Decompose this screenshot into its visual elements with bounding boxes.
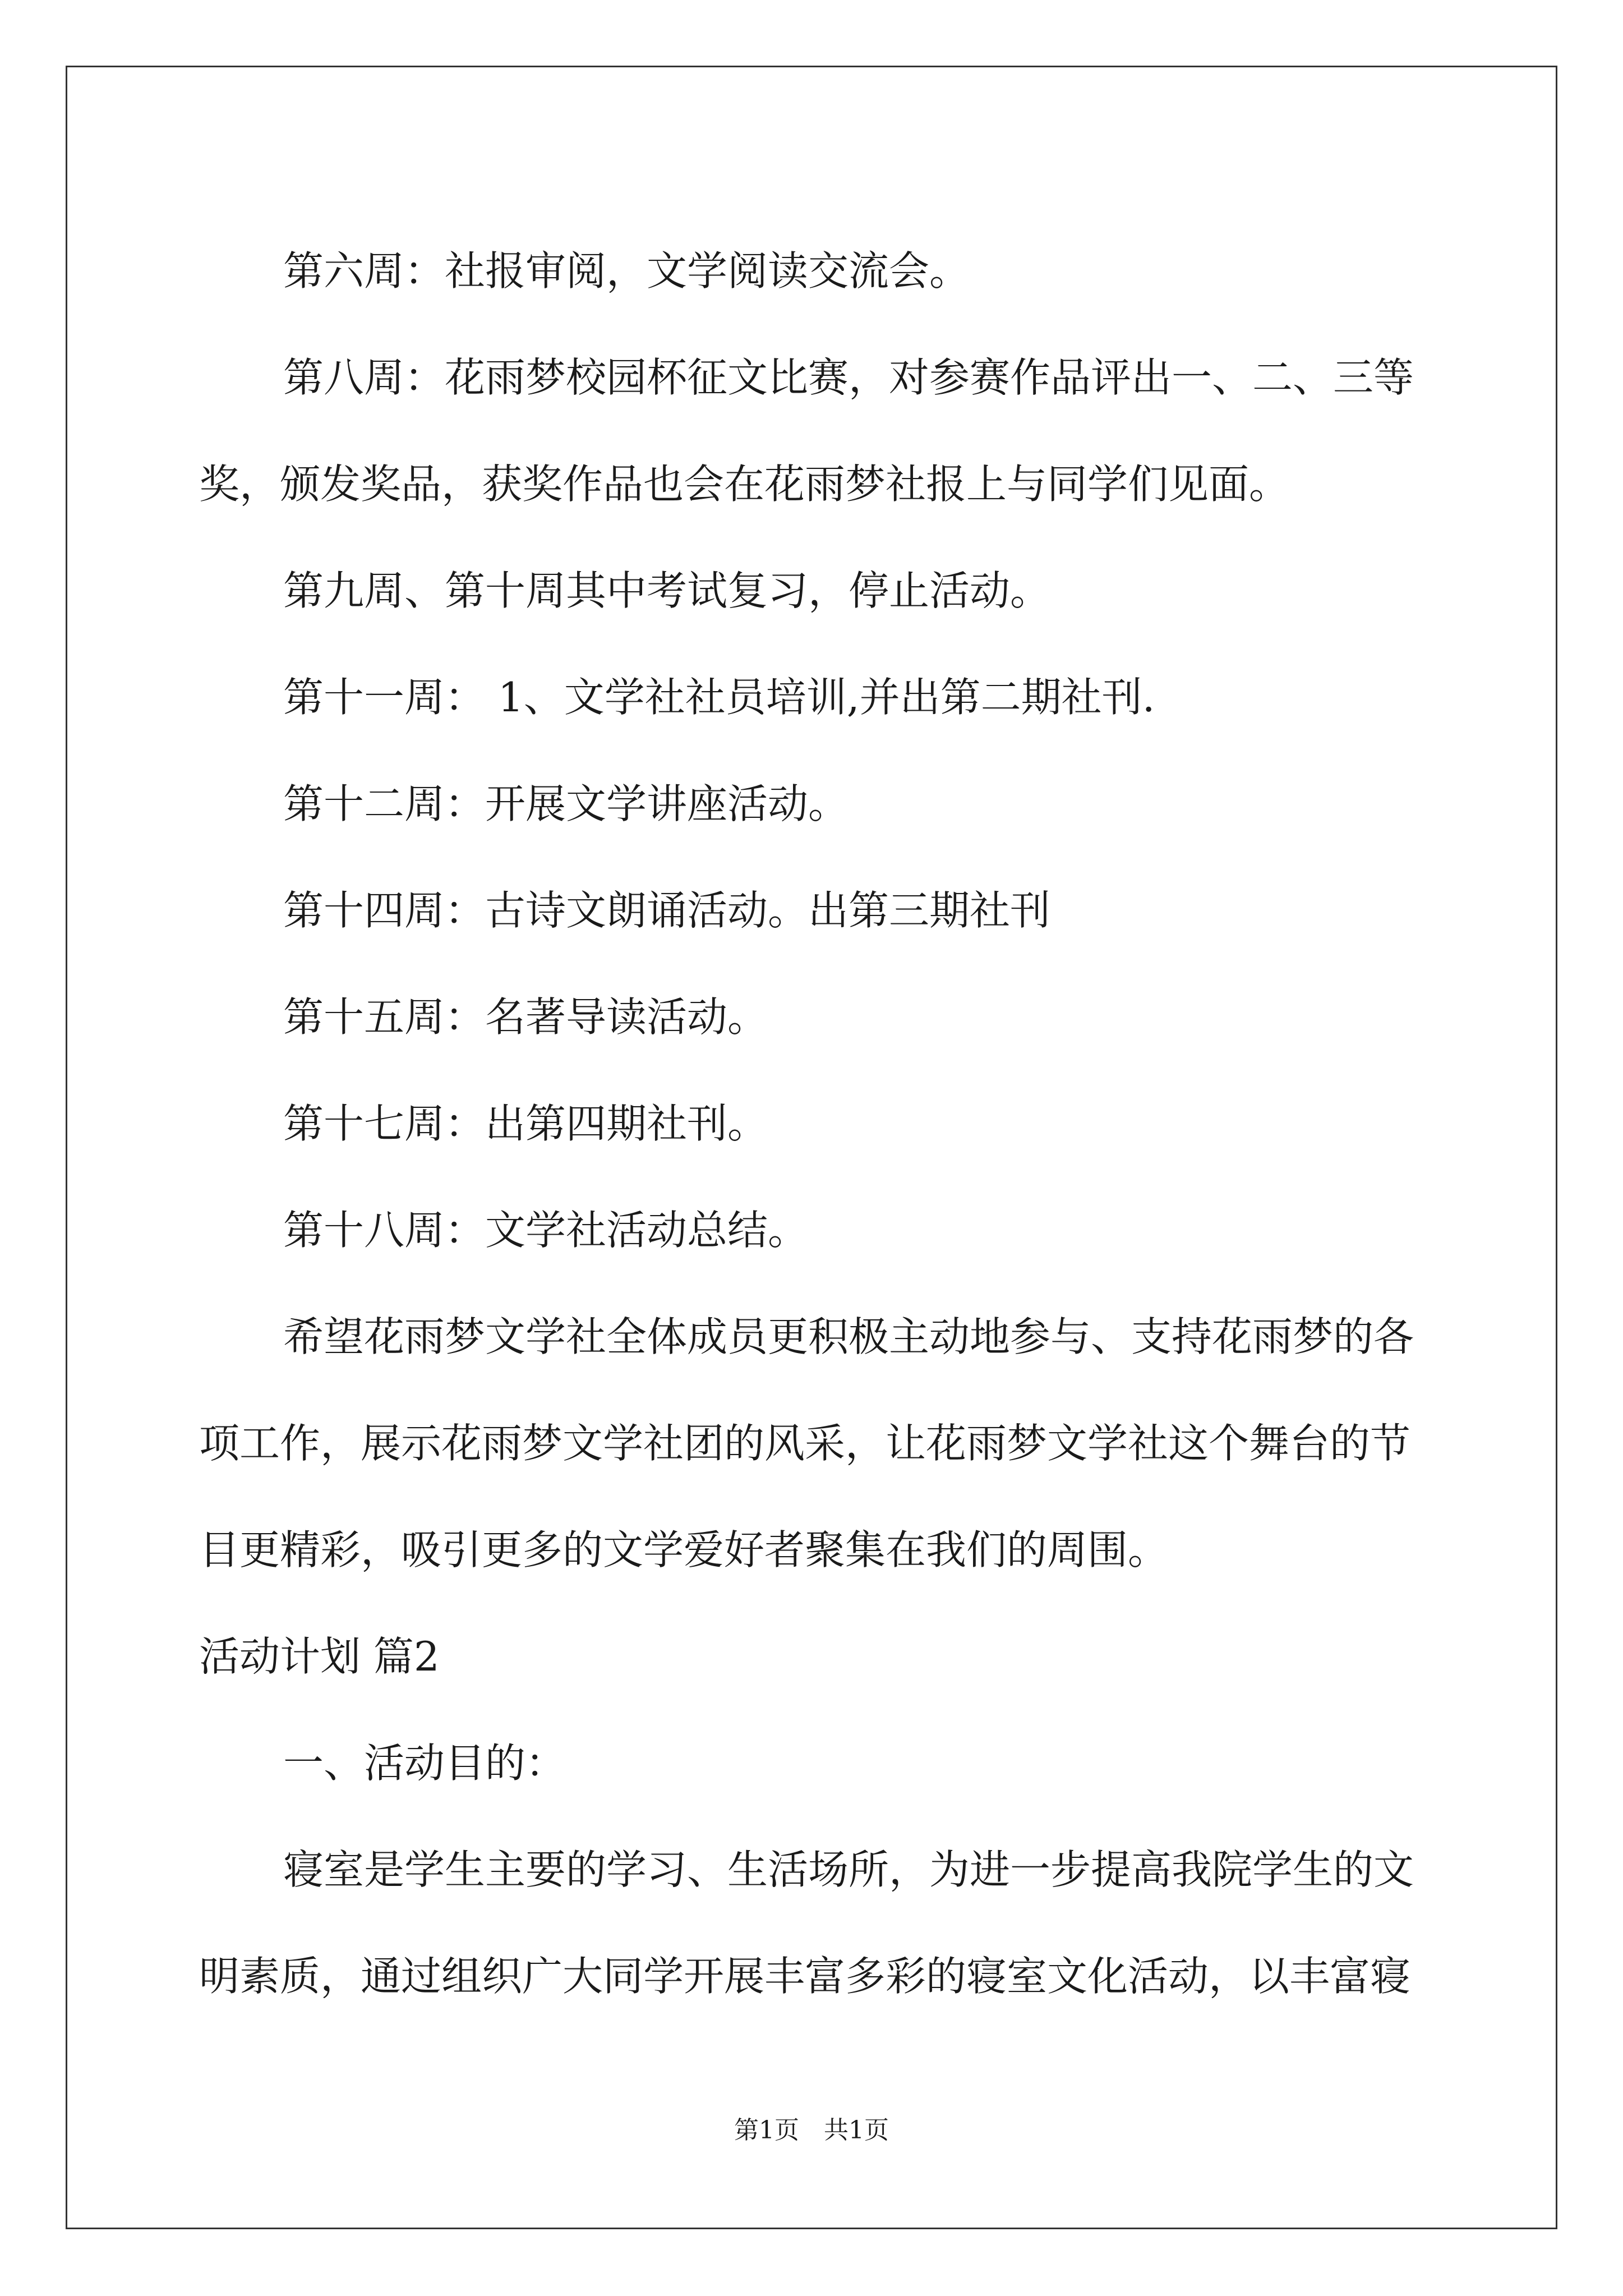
section-heading: 活动计划 篇2 — [199, 1633, 440, 1680]
paragraph-hope-line-1: 希望花雨梦文学社全体成员更积极主动地参与、支持花雨梦的各 — [283, 1313, 1414, 1360]
paragraph-week-9-10: 第九周、第十周其中考试复习，停止活动。 — [283, 567, 1051, 614]
paragraph-dorm-line-1: 寝室是学生主要的学习、生活场所，为进一步提高我院学生的文 — [283, 1846, 1414, 1893]
paragraph-week-14: 第十四周：古诗文朗诵活动。出第三期社刊 — [283, 887, 1051, 934]
paragraph-week-15: 第十五周：名著导读活动。 — [283, 993, 768, 1041]
paragraph-week-18: 第十八周：文学社活动总结。 — [283, 1207, 809, 1254]
paragraph-week-8-line-1: 第八周：花雨梦校园杯征文比赛，对参赛作品评出一、二、三等 — [283, 354, 1414, 401]
page-footer: 第1页 共1页 — [734, 2116, 889, 2145]
paragraph-dorm-line-2: 明素质，通过组织广大同学开展丰富多彩的寝室文化活动，以丰富寝 — [199, 1953, 1411, 2000]
paragraph-hope-line-2: 项工作，展示花雨梦文学社团的风采，让花雨梦文学社这个舞台的节 — [199, 1420, 1411, 1467]
paragraph-week-8-line-2: 奖，颁发奖品，获奖作品也会在花雨梦社报上与同学们见面。 — [199, 461, 1290, 508]
paragraph-week-6: 第六周：社报审阅，文学阅读交流会。 — [283, 247, 970, 295]
document-body — [199, 218, 1426, 2030]
paragraph-hope-line-3: 目更精彩，吸引更多的文学爱好者聚集在我们的周围。 — [199, 1526, 1169, 1573]
paragraph-week-17: 第十七周：出第四期社刊。 — [283, 1100, 768, 1147]
paragraph-week-11: 第十一周： 1、文学社社员培训,并出第二期社刊. — [283, 674, 1155, 721]
paragraph-week-12: 第十二周：开展文学讲座活动。 — [283, 780, 849, 827]
subheading-purpose: 一、活动目的： — [283, 1740, 566, 1787]
